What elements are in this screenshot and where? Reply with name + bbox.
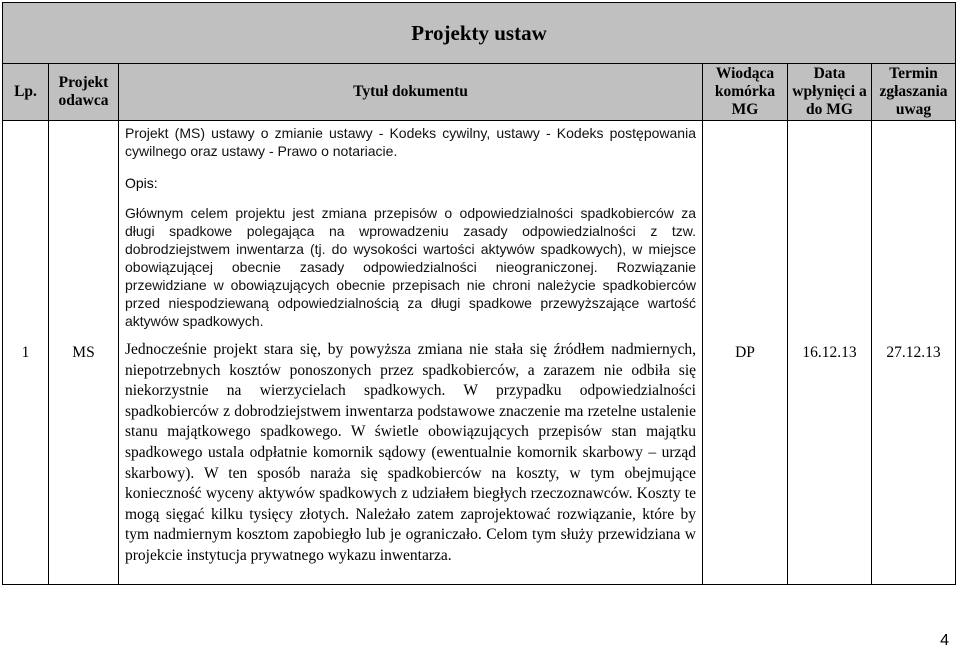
header-lp: Lp. [3,64,49,121]
cell-lp: 1 [3,121,49,585]
cell-unit: DP [703,121,788,585]
cell-deadline: 27.12.13 [872,121,956,585]
header-author: Projekt odawca [49,64,119,121]
description-label: Opis: [125,175,158,191]
description-paragraph-2: Jednocześnie projekt stara się, by powyższa zmiana nie stała się źródłem nadmiernych, niepotrzebnych kosztów ponoszonych przez spadkobierców, a zarazem nie odbiła się niekorzystnie na wierzycielach spadkowych. W przypadku odpowiedzialności spadkobierców z dobrodziejstwem inwentarza podstawowe znaczenie ma rzetelne ustalenie stanu majątkowego spadkowego. W świetle obowiązujących przepisów stan majątku spadkowego ustala odpłatnie komornik sądowy (ewentualnie komornik skarbowy – urząd skarbowy). W ten sposób naraża się spadkobierców na koszty, w tym obejmujące konieczność wyceny aktywów spadkowych z udziałem biegłych rzeczoznawców. Koszty te mogą sięgać kilku tysięcy złotych. Należało zatem zaprojektować rozwiązanie, które by tym nadmiernym kosztom zapobiegło lub je ograniczało. Celom tym służy przewidziana w projekcie instytucja prywatnego wykazu inwentarza. [125,341,696,564]
cell-author: MS [49,121,119,585]
cell-date-received: 16.12.13 [788,121,872,585]
description-paragraph-1: Głównym celem projektu jest zmiana przepisów o odpowiedzialności spadkobierców za długi spadkowe polegająca na wprowadzeniu zasady odpowiedzialności z tzw. dobrodziejstwem inwentarza (tj. do wysokości wartości aktywów spadkowych), w miejsce obowiązującej obecnie zasady odpowiedzialności nieograniczonej. Rozwiązanie przewidziane w obowiązujących obecnie przepisach nie chroni należycie spadkobierców przed niespodziewaną odpowiedzialnością za długi spadkowe przewyższające wartość aktywów spadkowych. [125,205,696,329]
header-date-received: Data wpłynięci a do MG [788,64,872,121]
header-deadline: Termin zgłaszania uwag [872,64,956,121]
table-row [3,121,956,585]
header-doc-title: Tytuł dokumentu [119,64,703,121]
projects-table [2,2,956,585]
document-title: Projekt (MS) ustawy o zmianie ustawy - Kodeks cywilny, ustawy - Kodeks postępowania cywilnego oraz ustawy - Prawo o notariacie. [125,125,696,159]
page-number: 4 [940,632,949,649]
table-title: Projekty ustaw [3,3,956,64]
cell-document [119,121,703,585]
header-unit: Wiodąca komórka MG [703,64,788,121]
